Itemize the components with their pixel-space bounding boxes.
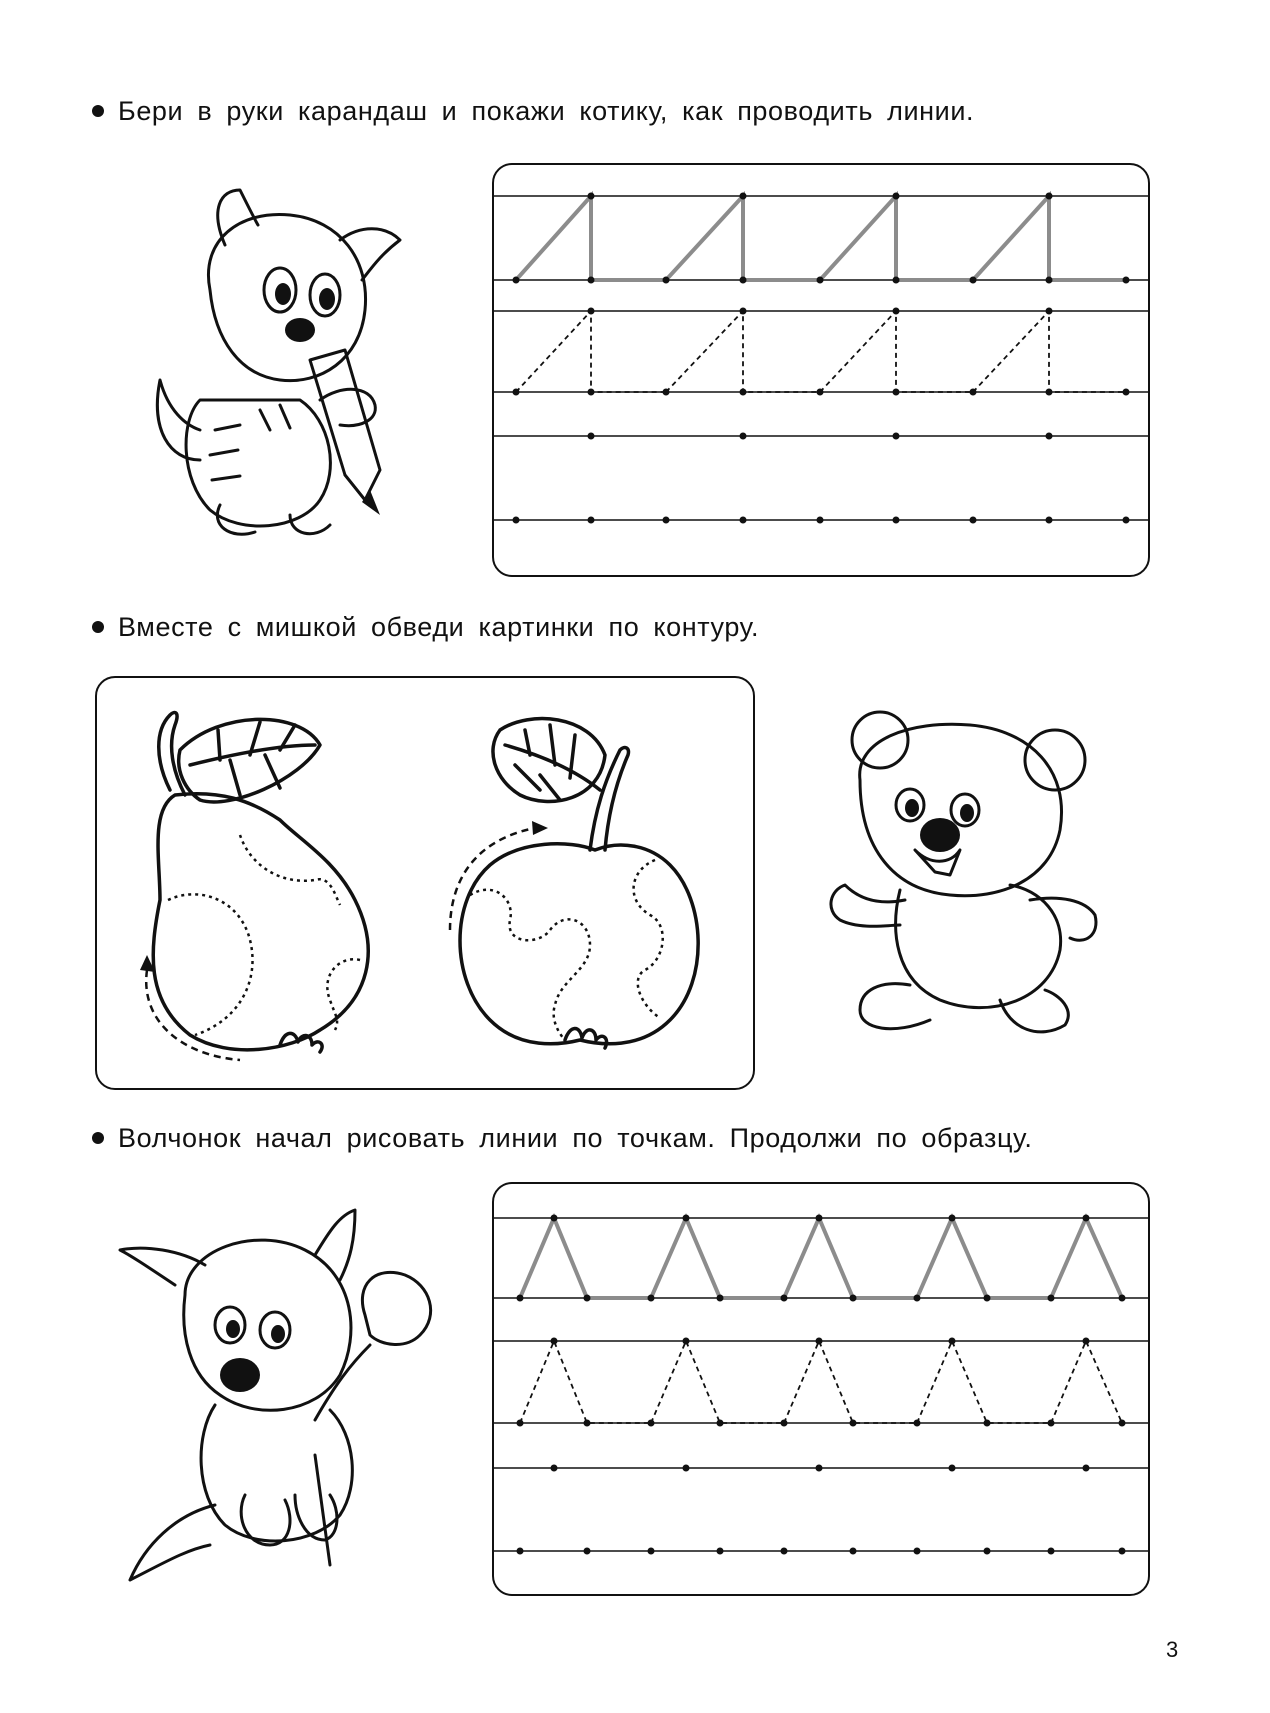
sample-stroke <box>651 1218 784 1298</box>
guide-dot <box>1048 1548 1055 1555</box>
guide-dot <box>517 1548 524 1555</box>
kitten-illustration <box>140 170 460 550</box>
guide-dot <box>781 1295 788 1302</box>
guide-dot <box>683 1465 690 1472</box>
guide-dot <box>816 1338 823 1345</box>
sample-stroke <box>784 1218 917 1298</box>
bullet-icon <box>92 1132 104 1144</box>
guide-dot <box>817 277 824 284</box>
guide-dot <box>683 1215 690 1222</box>
guide-dot <box>648 1548 655 1555</box>
sample-stroke <box>917 1218 1051 1298</box>
guide-dot <box>588 517 595 524</box>
guide-dot <box>663 277 670 284</box>
guide-dot <box>663 517 670 524</box>
instruction-3 <box>92 1123 1033 1154</box>
guide-dot <box>717 1548 724 1555</box>
guide-dot <box>551 1215 558 1222</box>
guide-dot <box>970 277 977 284</box>
guide-dot <box>893 193 900 200</box>
instruction-2-text: Вместе с мишкой обведи картинки по контуру. <box>118 612 760 642</box>
guide-dot <box>1048 1295 1055 1302</box>
guide-dot <box>893 277 900 284</box>
guide-dot <box>717 1420 724 1427</box>
guide-dot <box>1083 1338 1090 1345</box>
sample-stroke <box>1051 1218 1122 1298</box>
guide-dot <box>817 389 824 396</box>
guide-dot <box>1123 277 1130 284</box>
trace-stroke <box>820 311 973 392</box>
guide-dot <box>1083 1215 1090 1222</box>
guide-dot <box>1119 1548 1126 1555</box>
apple-illustration <box>430 700 720 1070</box>
guide-dot <box>588 433 595 440</box>
instruction-1-text: Бери в руки карандаш и покажи котику, как проводить линии. <box>118 96 975 126</box>
guide-dot <box>984 1295 991 1302</box>
guide-dot <box>588 308 595 315</box>
bullet-icon <box>92 621 104 633</box>
guide-dot <box>850 1295 857 1302</box>
guide-dot <box>949 1338 956 1345</box>
guide-dot <box>817 517 824 524</box>
guide-dot <box>513 277 520 284</box>
trace-stroke <box>520 1341 651 1423</box>
guide-dot <box>1046 389 1053 396</box>
guide-dot <box>683 1338 690 1345</box>
guide-dot <box>588 389 595 396</box>
bullet-icon <box>92 105 104 117</box>
guide-dot <box>740 277 747 284</box>
guide-dot <box>648 1295 655 1302</box>
guide-dot <box>914 1295 921 1302</box>
guide-dot <box>648 1420 655 1427</box>
sample-stroke <box>666 196 820 280</box>
guide-dot <box>914 1420 921 1427</box>
guide-dot <box>893 433 900 440</box>
pear-illustration <box>130 700 410 1070</box>
guide-dot <box>740 433 747 440</box>
guide-dot <box>914 1548 921 1555</box>
guide-dot <box>1046 277 1053 284</box>
guide-dot <box>781 1420 788 1427</box>
instruction-2 <box>92 612 759 643</box>
wolf-cub-illustration <box>115 1205 475 1585</box>
guide-dot <box>850 1420 857 1427</box>
guide-dot <box>1083 1465 1090 1472</box>
guide-dot <box>781 1548 788 1555</box>
trace-stroke <box>917 1341 1051 1423</box>
guide-dot <box>517 1295 524 1302</box>
trace-stroke <box>784 1341 917 1423</box>
guide-dot <box>1119 1420 1126 1427</box>
guide-dot <box>1046 433 1053 440</box>
guide-dot <box>1048 1420 1055 1427</box>
trace-stroke <box>516 311 666 392</box>
guide-dot <box>663 389 670 396</box>
bear-cub-illustration <box>800 700 1110 1050</box>
sample-stroke <box>520 1218 651 1298</box>
guide-dot <box>1046 517 1053 524</box>
guide-dot <box>551 1338 558 1345</box>
worksheet-1-lines <box>492 163 1150 577</box>
guide-dot <box>850 1548 857 1555</box>
guide-dot <box>551 1465 558 1472</box>
guide-dot <box>893 517 900 524</box>
guide-dot <box>970 517 977 524</box>
guide-dot <box>949 1215 956 1222</box>
guide-dot <box>1046 308 1053 315</box>
guide-dot <box>588 193 595 200</box>
guide-dot <box>1123 389 1130 396</box>
guide-dot <box>584 1295 591 1302</box>
guide-dot <box>984 1420 991 1427</box>
trace-stroke <box>973 311 1126 392</box>
page-number: 3 <box>1166 1637 1179 1662</box>
guide-dot <box>517 1420 524 1427</box>
worksheet-2-lines <box>492 1182 1150 1596</box>
guide-dot <box>816 1215 823 1222</box>
guide-dot <box>1046 193 1053 200</box>
guide-dot <box>717 1295 724 1302</box>
trace-stroke <box>1051 1341 1122 1423</box>
guide-dot <box>584 1420 591 1427</box>
guide-dot <box>970 389 977 396</box>
guide-dot <box>893 389 900 396</box>
guide-dot <box>740 517 747 524</box>
sample-stroke <box>516 196 666 280</box>
guide-dot <box>740 193 747 200</box>
guide-dot <box>513 517 520 524</box>
sample-stroke <box>973 196 1126 280</box>
guide-dot <box>740 308 747 315</box>
guide-dot <box>816 1465 823 1472</box>
guide-dot <box>893 308 900 315</box>
instruction-3-text: Волчонок начал рисовать линии по точкам. Продолжи по образцу. <box>118 1123 1033 1153</box>
guide-dot <box>949 1465 956 1472</box>
trace-stroke <box>666 311 820 392</box>
sample-stroke <box>820 196 973 280</box>
trace-stroke <box>651 1341 784 1423</box>
guide-dot <box>513 389 520 396</box>
guide-dot <box>588 277 595 284</box>
guide-dot <box>584 1548 591 1555</box>
instruction-1 <box>92 96 974 127</box>
guide-dot <box>740 389 747 396</box>
guide-dot <box>1123 517 1130 524</box>
guide-dot <box>1119 1295 1126 1302</box>
guide-dot <box>984 1548 991 1555</box>
